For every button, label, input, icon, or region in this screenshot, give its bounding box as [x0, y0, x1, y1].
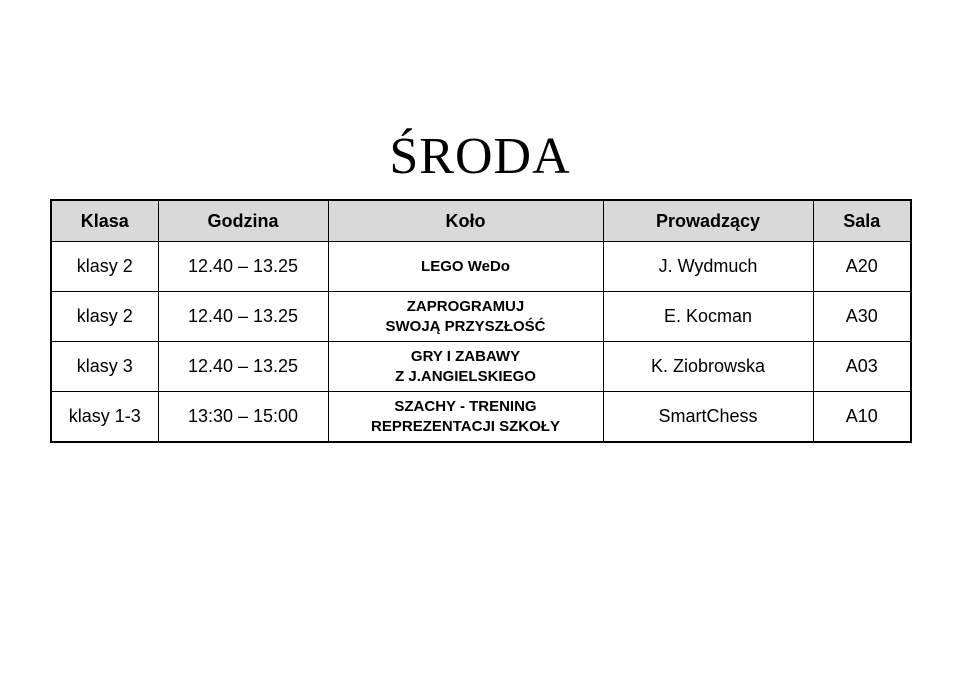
cell-sala: A10 [813, 392, 911, 443]
header-row [51, 200, 911, 242]
kolo-line: SWOJĄ PRZYSZŁOŚĆ [385, 317, 546, 335]
kolo-line: REPREZENTACJI SZKOŁY [371, 417, 560, 435]
cell-prowadzacy: J. Wydmuch [603, 242, 813, 292]
table-row [51, 292, 911, 342]
cell-godzina: 12.40 – 13.25 [158, 292, 328, 342]
cell-prowadzacy: SmartChess [603, 392, 813, 443]
table-row [51, 392, 911, 443]
cell-prowadzacy: E. Kocman [603, 292, 813, 342]
cell-klasa: klasy 1-3 [51, 392, 158, 443]
kolo-line: SZACHY - TRENING [394, 397, 537, 415]
cell-sala: A20 [813, 242, 911, 292]
header-klasa: Klasa [51, 200, 158, 242]
kolo-line: GRY I ZABAWY [410, 347, 521, 365]
cell-klasa: klasy 3 [51, 342, 158, 392]
cell-kolo [328, 342, 603, 392]
cell-godzina: 12.40 – 13.25 [158, 242, 328, 292]
table-row [51, 242, 911, 292]
cell-klasa: klasy 2 [51, 292, 158, 342]
cell-sala: A03 [813, 342, 911, 392]
cell-klasa: klasy 2 [51, 242, 158, 292]
page-title: ŚRODA [389, 128, 571, 185]
header-kolo: Koło [328, 200, 603, 242]
kolo-line: LEGO WeDo [421, 257, 510, 275]
table-row [51, 342, 911, 392]
cell-prowadzacy: K. Ziobrowska [603, 342, 813, 392]
cell-godzina: 12.40 – 13.25 [158, 342, 328, 392]
kolo-line: ZAPROGRAMUJ [406, 297, 525, 315]
cell-kolo [328, 292, 603, 342]
cell-kolo [328, 392, 603, 443]
header-godzina: Godzina [158, 200, 328, 242]
cell-godzina: 13:30 – 15:00 [158, 392, 328, 443]
schedule-table [50, 199, 912, 443]
header-sala: Sala [813, 200, 911, 242]
cell-kolo [328, 242, 603, 292]
kolo-line: Z J.ANGIELSKIEGO [395, 367, 536, 385]
header-prowadzacy: Prowadzący [603, 200, 813, 242]
cell-sala: A30 [813, 292, 911, 342]
